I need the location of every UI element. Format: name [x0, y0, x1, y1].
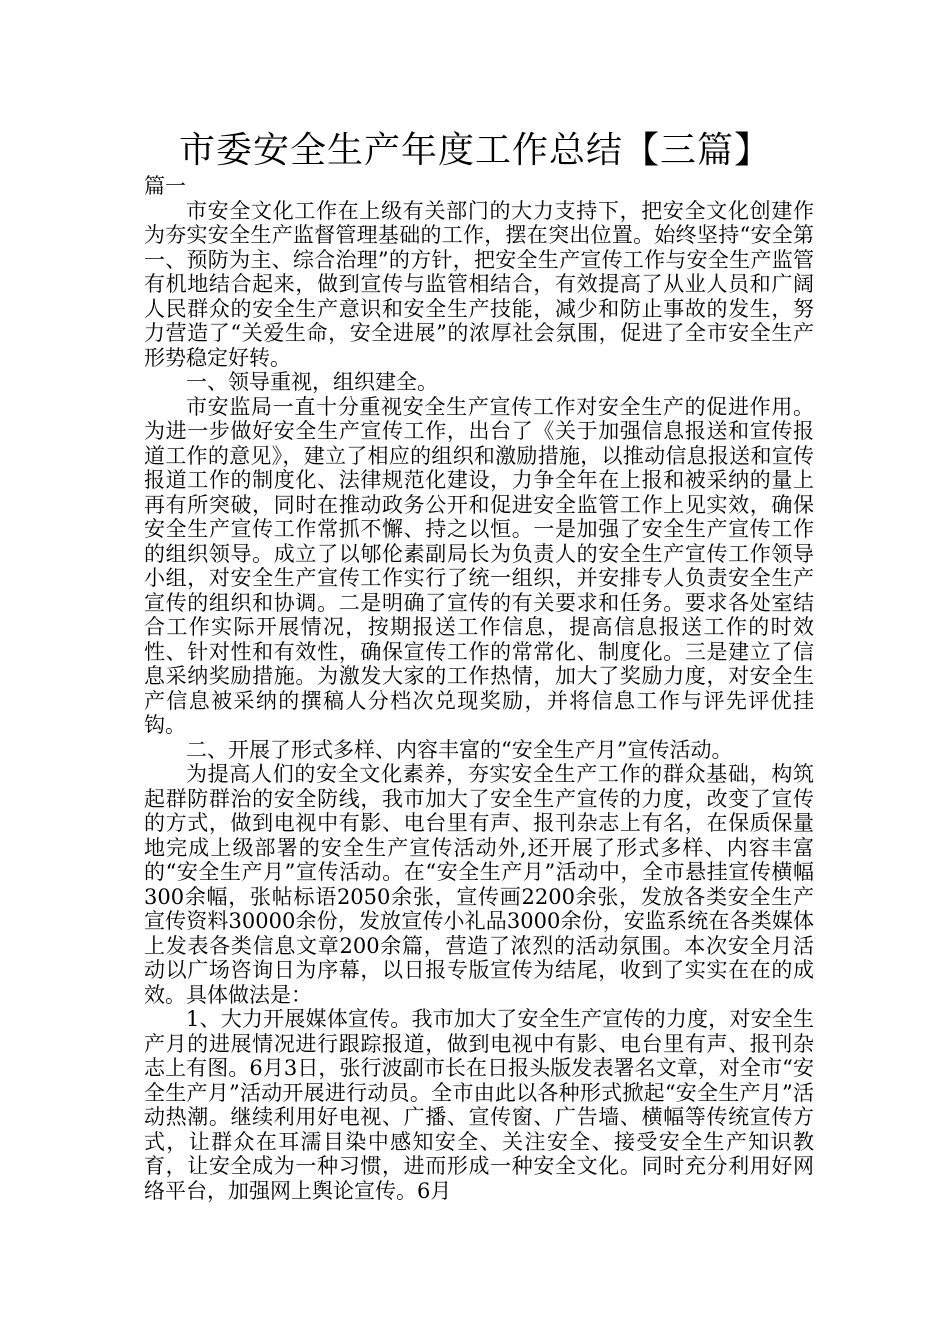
section-label: 篇一 [144, 174, 186, 198]
paragraph-intro: 市安全文化工作在上级有关部门的大力支持下，把安全文化创建作为夯实安全生产监督管理基础的工作，摆在突出位置。始终坚持“安全第一、预防为主、综合治理”的方针，把安全生产宣传工作与安全生产监管有机地结合起来，做到宣传与监管相结合，有效提高了从业人员和广阔人民群众的安全生产意识和安全生产技能，减少和防止事故的发生，努力营造了“关爱生命，安全进展”的浓厚社会氛围，促进了全市安全生产形势稳定好转。 [144, 198, 814, 370]
document-body [144, 174, 814, 1203]
heading-section-one: 一、领导重视，组织建全。 [186, 370, 438, 394]
document-title: 市委安全生产年度工作总结【三篇】 [178, 130, 771, 171]
paragraph-section-two: 为提高人们的安全文化素养，夯实安全生产工作的群众基础，构筑起群防群治的安全防线，我市加大了安全生产宣传的力度，改变了宣传的方式，做到电视中有影、电台里有声、报刊杂志上有名，在保质保量地完成上级部署的安全生产宣传活动外,还开展了形式多样、内容丰富的“安全生产月”宣传活动。在“安全生产月”活动中，全市悬挂宣传横幅300余幅，张帖标语2050余张，宣传画2200余张，发放各类安全生产宣传资料30000余份，发放宣传小礼品3000余份，安监系统在各类媒体上发表各类信息文章200余篇，营造了浓烈的活动氛围。本次安全月活动以广场咨询日为序幕，以日报专版宣传为结尾，收到了实实在在的成效。具体做法是： [144, 762, 814, 1007]
paragraph-media-publicity: 1、大力开展媒体宣传。我市加大了安全生产宣传的力度，对安全生产月的进展情况进行跟踪报道，做到电视中有影、电台里有声、报刊杂志上有图。6月3日，张行波副市长在日报头版发表署名文章，对全市“安全生产月”活动开展进行动员。全市由此以各种形式掀起“安全生产月”活动热潮。继续利用好电视、广播、宣传窗、广告墙、横幅等传统宣传方式，让群众在耳濡目染中感知安全、关注安全、接受安全生产知识教育，让安全成为一种习惯，进而形成一种安全文化。同时充分利用好网络平台，加强网上舆论宣传。6月 [144, 1007, 814, 1203]
heading-section-two: 二、开展了形式多样、内容丰富的“安全生产月”宣传活动。 [186, 737, 733, 762]
paragraph-section-one: 市安监局一直十分重视安全生产宣传工作对安全生产的促进作用。为进一步做好安全生产宣传工作，出台了《关于加强信息报送和宣传报道工作的意见》，建立了相应的组织和激励措施，以推动信息报送和宣传报道工作的制度化、法律规范化建设，力争全年在上报和被采纳的量上再有所突破，同时在推动政务公开和促进安全监管工作上见实效，确保安全生产宣传工作常抓不懈、持之以恒。一是加强了安全生产宣传工作的组织领导。成立了以郇伦素副局长为负责人的安全生产宣传工作领导小组，对安全生产宣传工作实行了统一组织，并安排专人负责安全生产宣传的组织和协调。二是明确了宣传的有关要求和任务。要求各处室结合工作实际开展情况，按期报送工作信息，提高信息报送工作的时效性、针对性和有效性，确保宣传工作的常常化、制度化。三是建立了信息采纳奖励措施。为激发大家的工作热情，加大了奖励力度，对安全生产信息被采纳的撰稿人分档次兑现奖励，并将信息工作与评先评优挂钩。 [144, 394, 814, 737]
